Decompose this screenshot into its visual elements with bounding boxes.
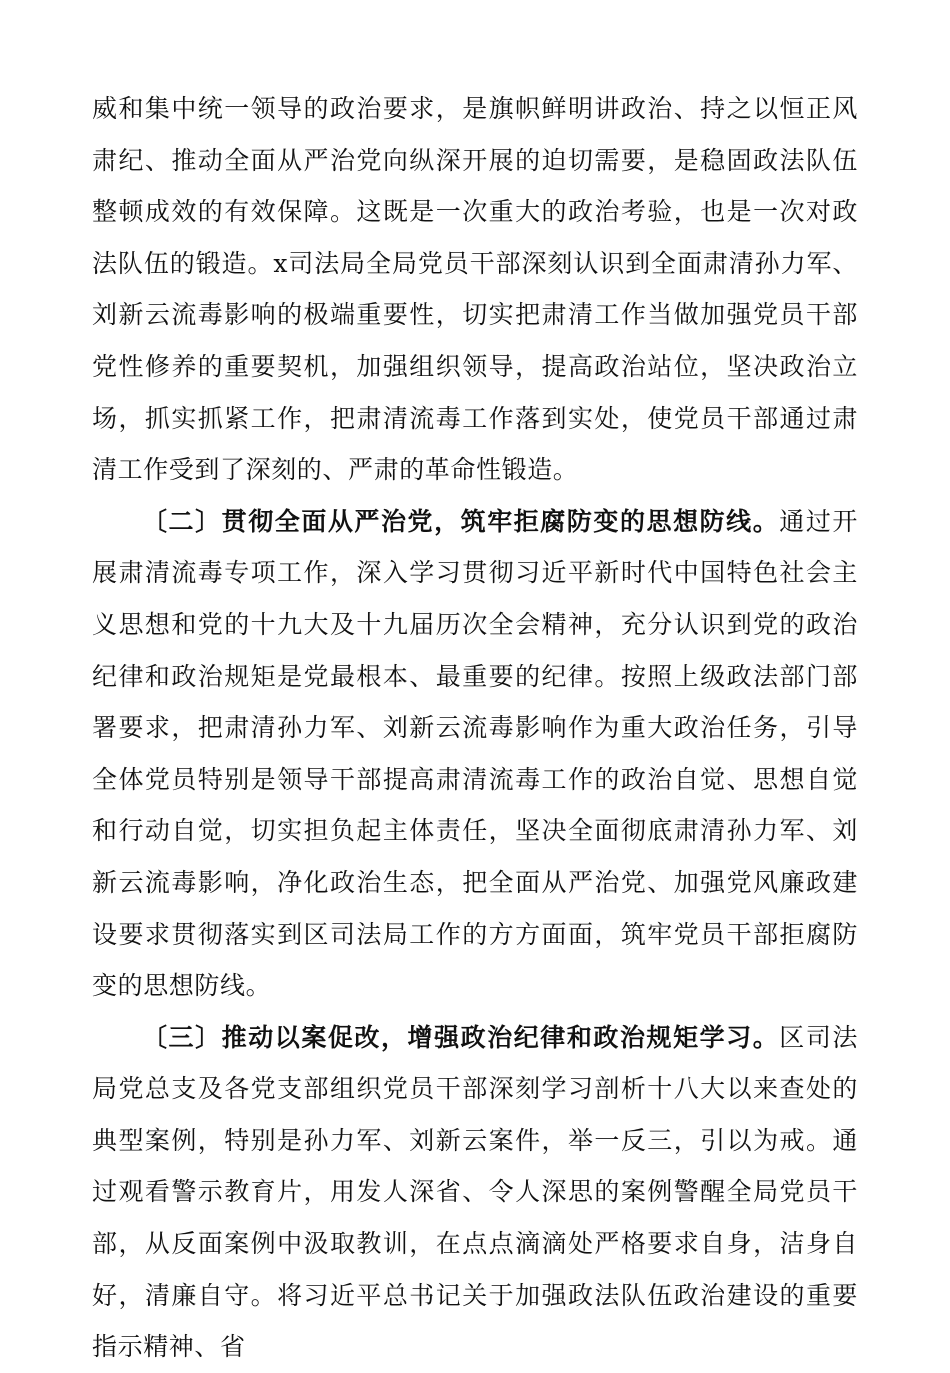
paragraph-section-3	[92, 1012, 858, 1373]
section-heading: 〔二〕贯彻全面从严治党，筑牢拒腐防变的思想防线。	[142, 506, 780, 536]
paragraph-body: 区司法局党总支及各党支部组织党员干部深刻学习剖析十八大以来查处的典型案例，特别是孙力军、刘新云案件，举一反三，引以为戒。通过观看警示教育片，用发人深省、令人深思的案例警醒全局党员干部，从反面案例中汲取教训，在点点滴滴处严格要求自身，洁身自好，清廉自守。将习近平总书记关于加强政法队伍政治建设的重要指示精神、省	[92, 1022, 858, 1362]
paragraph-body: 威和集中统一领导的政治要求，是旗帜鲜明讲政治、持之以恒正风肃纪、推动全面从严治党向纵深开展的迫切需要，是稳固政法队伍整顿成效的有效保障。这既是一次重大的政治考验，也是一次对政法队伍的锻造。x司法局全局党员干部深刻认识到全面肃清孙力军、刘新云流毒影响的极端重要性，切实把肃清工作当做加强党员干部党性修养的重要契机，加强组织领导，提高政治站位，坚决政治立场，抓实抓紧工作，把肃清流毒工作落到实处，使党员干部通过肃清工作受到了深刻的、严肃的革命性锻造。	[92, 94, 858, 485]
paragraph-continuation	[92, 83, 858, 496]
paragraph-body: 通过开展肃清流毒专项工作，深入学习贯彻习近平新时代中国特色社会主义思想和党的十九大及十九届历次全会精神，充分认识到党的政治纪律和政治规矩是党最根本、最重要的纪律。按照上级政法部门部署要求，把肃清孙力军、刘新云流毒影响作为重大政治任务，引导全体党员特别是领导干部提高肃清流毒工作的政治自觉、思想自觉和行动自觉，切实担负起主体责任，坚决全面彻底肃清孙力军、刘新云流毒影响，净化政治生态，把全面从严治党、加强党风廉政建设要求贯彻落实到区司法局工作的方方面面，筑牢党员干部拒腐防变的思想防线。	[92, 506, 858, 1001]
paragraph-section-2	[92, 496, 858, 1012]
section-heading: 〔三〕推动以案促改，增强政治纪律和政治规矩学习。	[142, 1022, 780, 1052]
document-page	[92, 83, 858, 1373]
